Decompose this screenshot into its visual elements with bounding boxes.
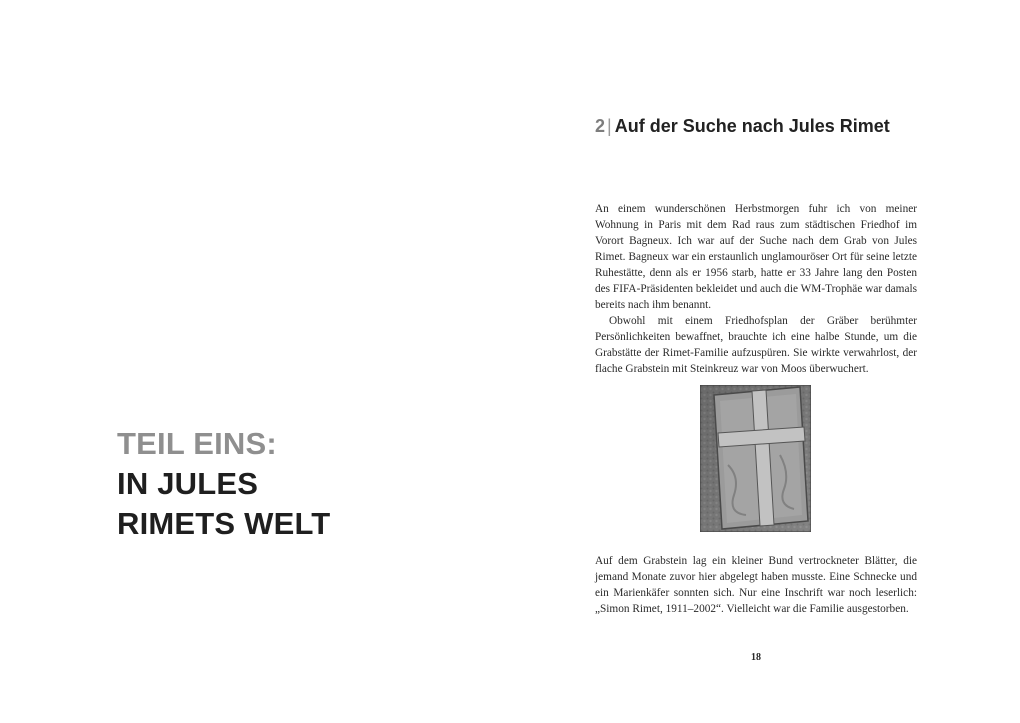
part-title-line-3: RIMETS WELT <box>117 506 331 541</box>
paragraph-1: An einem wunderschönen Herbstmorgen fuhr ich von meiner Wohnung in Paris mit dem Rad raus zum städtischen Friedhof im Vorort Bagneux. Ich war auf der Suche nach dem Grab von Jules Rimet. Bagneux war ein erstaunlich unglamouröser Ort für seine letzte Ruhestätte, denn als er 1956 starb, hatte er 33 Jahre lang den Posten des FIFA-Präsidenten bekleidet und auch die WM-Trophäe war damals bereits nach ihm benannt. <box>595 203 917 311</box>
chapter-separator: | <box>607 116 612 136</box>
right-page <box>510 0 1020 723</box>
chapter-title: Auf der Suche nach Jules Rimet <box>614 116 890 136</box>
part-title-line-1: TEIL EINS: <box>117 426 277 461</box>
paragraph-2: Obwohl mit einem Friedhofsplan der Gräber berühmter Persönlichkeiten bewaffnet, brauchte ich eine halbe Stunde, um die Grabstätte der Rimet-Familie aufzuspüren. Sie wirkte verwahrlost, der flache Grabstein mit Steinkreuz war von Moos überwuchert. <box>595 315 917 375</box>
part-title <box>117 424 330 544</box>
gravestone-image <box>700 385 811 532</box>
body-text-bottom <box>595 553 917 617</box>
page-number: 18 <box>751 652 761 663</box>
body-text-top <box>595 201 917 377</box>
chapter-heading <box>595 116 890 137</box>
paragraph-3: Auf dem Grabstein lag ein kleiner Bund vertrockneter Blätter, die jemand Monate zuvor hier abgelegt haben musste. Eine Schnecke und ein Marienkäfer sonnten sich. Nur eine Inschrift war noch leserlich: „Simon Rimet, 1911–2002“. Vielleicht war die Familie ausgestorben. <box>595 555 917 615</box>
gravestone-photo <box>700 385 811 532</box>
part-title-line-2: IN JULES <box>117 466 259 501</box>
chapter-number: 2 <box>595 116 606 136</box>
